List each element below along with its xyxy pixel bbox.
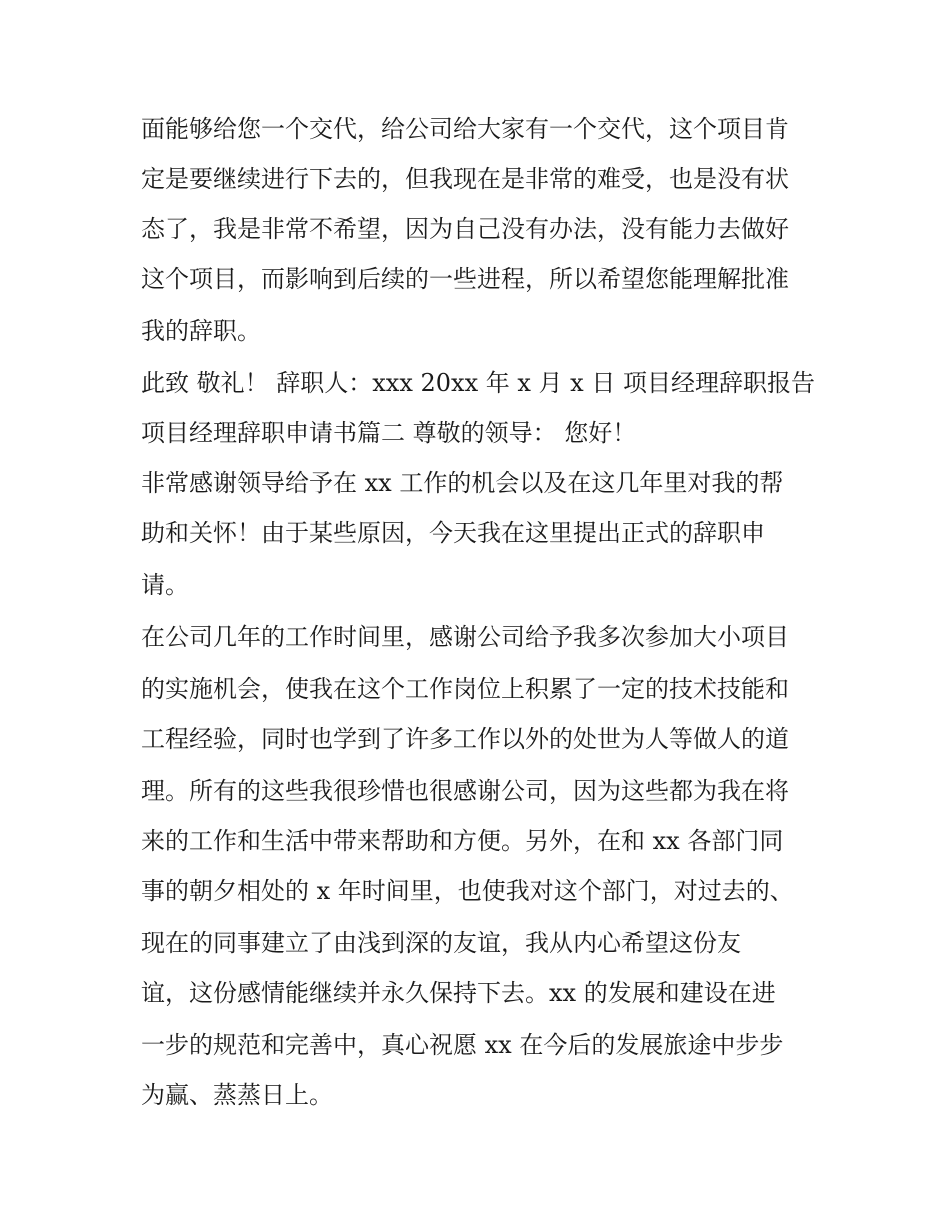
text-line: 的实施机会，使我在这个工作岗位上积累了一定的技术技能和: [141, 675, 789, 703]
text-line: 工程经验，同时也学到了许多工作以外的处世为人等做人的道: [141, 725, 789, 753]
text-line: 这个项目，而影响到后续的一些进程，所以希望您能理解批准: [141, 265, 789, 293]
text-line: 请。: [141, 571, 189, 599]
text-line: 态了，我是非常不希望，因为自己没有办法，没有能力去做好: [141, 215, 789, 243]
text-line: 助和关怀！由于某些原因，今天我在这里提出正式的辞职申: [141, 519, 765, 547]
text-line: 一步的规范和完善中，真心祝愿 xx 在今后的发展旅途中步步: [141, 1031, 784, 1059]
text-line: 为赢、蒸蒸日上。: [141, 1081, 333, 1109]
text-line: 来的工作和生活中带来帮助和方便。另外，在和 xx 各部门同: [141, 827, 784, 855]
text-line: 在公司几年的工作时间里，感谢公司给予我多次参加大小项目: [141, 623, 789, 651]
text-line: 现在的同事建立了由浅到深的友谊，我从内心希望这份友: [141, 929, 741, 957]
text-line: 谊，这份感情能继续并永久保持下去。xx 的发展和建设在进: [141, 979, 776, 1007]
text-line: 面能够给您一个交代，给公司给大家有一个交代，这个项目肯: [141, 115, 789, 143]
text-line: 定是要继续进行下去的，但我现在是非常的难受，也是没有状: [141, 165, 789, 193]
text-line: 非常感谢领导给予在 xx 工作的机会以及在这几年里对我的帮: [141, 469, 784, 497]
closing-line: 此致 敬礼！ 辞职人：xxx 20xx 年 x 月 x 日 项目经理辞职报告: [141, 369, 815, 397]
heading-line: 项目经理辞职申请书篇二 尊敬的领导： 您好！: [141, 419, 637, 447]
text-line: 理。所有的这些我很珍惜也很感谢公司，因为这些都为我在将: [141, 777, 789, 805]
text-line: 我的辞职。: [141, 317, 261, 345]
text-line: 事的朝夕相处的 x 年时间里，也使我对这个部门，对过去的、: [141, 877, 794, 905]
